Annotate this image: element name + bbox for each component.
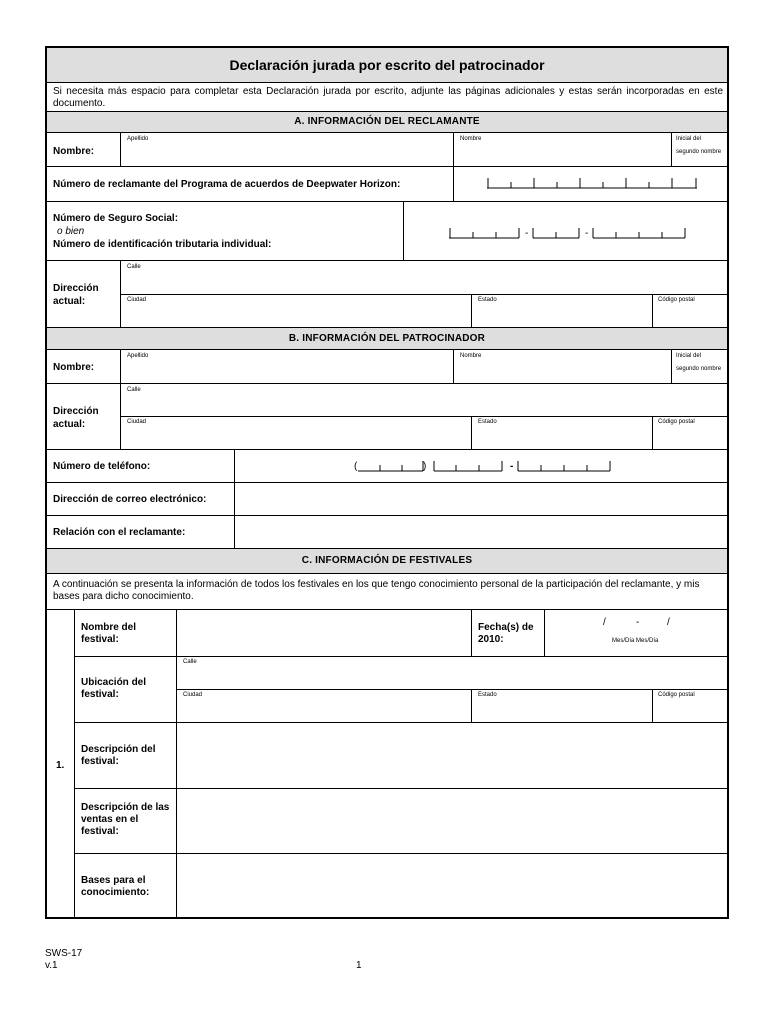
claimant-city-input[interactable] <box>123 305 473 327</box>
claimant-zip-input[interactable] <box>655 305 729 327</box>
festival-row-number: 1. <box>56 760 65 771</box>
claimant-name-label: Nombre: <box>53 146 95 157</box>
claimant-city-caption: Ciudad <box>127 297 147 303</box>
sponsor-name-label: Nombre: <box>53 362 95 373</box>
festival-name-label: Nombre del festival: <box>81 622 137 645</box>
sales-description-label: Descripción de las ventas en el festival: <box>81 802 170 837</box>
intro-text: Si necesita más espacio para completar esta Declaración jurada por escrito, adjunte las páginas adicionales y estas serán incorporadas en este documento. <box>53 86 723 109</box>
email-label: Dirección de correo electrónico: <box>53 494 207 505</box>
sponsor-address-label: actual: <box>53 419 86 430</box>
festival-dates-label: Fecha(s) de 2010: <box>478 622 534 645</box>
sponsor-street-caption: Calle <box>127 387 141 393</box>
festival-street-input[interactable] <box>179 667 727 689</box>
sponsor-affidavit-form: Declaración jurada por escrito del patrocinador Si necesita más espacio para completar esta Declaración jurada por escrito, adjunte las páginas adicionales y estas serán incorporadas en este documento. A. INFORMACIÓN DEL RECLAMANTE Nombre: Apellido Nombre Inicial del segundo nombre Número de reclamante del Programa de acuerdos de Deepwater Horizon: Número de Seguro Social: o bien Número de identificación tributaria individual: - - Dirección actual: Calle Ciudad Estado Código postal B. INFORMACIÓN DEL PATROCINADOR Nombre: Apellido Nombre Inicial del segundo nombre Dirección actual: Calle Ciudad Estado Código postal Número de teléfono: ( ) - Dirección de correo electrónico: Relación con el reclamante: C. INFORMACIÓN DE FESTIVALES A continuación se presenta la información de todos los festivales en los que tengo conocimiento personal de la participación del reclamante, y mis bases para dicho conocimiento. 1. Nombre del festival: Fecha(s) de 2010: / - / Mes/Día Mes/Día Ubicación del festival: Calle Ciudad Estado Código postal Descripción del festival: Descripción de las ventas en el festival: Bases para el conocimiento: <box>45 46 729 919</box>
phone-dash: - <box>510 461 514 472</box>
festival-state-input[interactable] <box>474 700 654 722</box>
form-id: SWS-17 <box>45 948 83 959</box>
festival-state-caption: Estado <box>478 692 497 698</box>
claimant-firstname-caption: Nombre <box>460 136 482 142</box>
claimant-lastname-input[interactable] <box>123 145 457 165</box>
relation-input[interactable] <box>237 518 727 548</box>
festival-description-label: Descripción del festival: <box>81 744 156 767</box>
festival-zip-caption: Código postal <box>658 692 695 698</box>
festival-intro: A continuación se presenta la información de todos los festivales en los que tengo conocimiento personal de la participación del reclamante, y mis bases para dicho conocimiento. <box>53 579 700 602</box>
form-version: v.1 <box>45 960 58 971</box>
basis-label: Bases para el conocimiento: <box>81 875 150 898</box>
claimant-address-label: actual: <box>53 296 86 307</box>
claimant-initial-caption: Inicial del <box>676 136 702 142</box>
sponsor-state-input[interactable] <box>474 427 654 449</box>
phone-label: Número de teléfono: <box>53 461 151 472</box>
sponsor-lastname-caption: Apellido <box>127 353 149 359</box>
claimant-street-caption: Calle <box>127 264 141 270</box>
sponsor-street-input[interactable] <box>123 395 727 417</box>
ssn-dash-2: - <box>585 228 589 239</box>
sponsor-state-caption: Estado <box>478 419 497 425</box>
claimant-lastname-caption: Apellido <box>127 136 149 142</box>
page-title: Declaración jurada por escrito del patrocinador <box>229 57 545 73</box>
sponsor-zip-caption: Código postal <box>658 419 695 425</box>
email-input[interactable] <box>237 485 727 515</box>
sponsor-firstname-input[interactable] <box>456 362 672 382</box>
section-a-title: A. INFORMACIÓN DEL RECLAMANTE <box>294 116 480 127</box>
phone-boxes[interactable] <box>358 459 614 473</box>
festival-city-input[interactable] <box>179 700 473 722</box>
section-c-title: C. INFORMACIÓN DE FESTIVALES <box>301 555 473 566</box>
page-number: 1 <box>356 960 362 971</box>
claimant-street-input[interactable] <box>123 272 727 294</box>
date-slash-2: / <box>667 617 670 628</box>
sponsor-middlename-caption: segundo nombre <box>676 366 722 372</box>
claimant-zip-caption: Código postal <box>658 297 695 303</box>
digit-dividers <box>488 178 696 188</box>
sponsor-lastname-input[interactable] <box>123 362 457 382</box>
festival-name-input[interactable] <box>179 613 471 655</box>
sales-description-input[interactable] <box>179 792 727 854</box>
claimant-firstname-input[interactable] <box>456 145 672 165</box>
or-text: o bien <box>57 226 85 237</box>
sponsor-city-caption: Ciudad <box>127 419 147 425</box>
sponsor-city-input[interactable] <box>123 427 473 449</box>
sponsor-zip-input[interactable] <box>655 427 729 449</box>
claimant-number-label: Número de reclamante del Programa de acuerdos de Deepwater Horizon: <box>53 179 401 190</box>
claimant-state-input[interactable] <box>474 305 654 327</box>
claimant-number-boxes[interactable] <box>487 176 699 190</box>
date-dash: - <box>636 617 640 628</box>
festival-description-input[interactable] <box>179 726 727 789</box>
basis-input[interactable] <box>179 857 727 919</box>
claimant-middlename-caption: segundo nombre <box>676 149 722 155</box>
festival-location-label: Ubicación del festival: <box>81 677 147 700</box>
section-b-title: B. INFORMACIÓN DEL PATROCINADOR <box>288 333 486 344</box>
sponsor-initial-caption: Inicial del <box>676 353 702 359</box>
date-slash-1: / <box>603 617 606 628</box>
claimant-address-label-line1: Dirección <box>53 283 99 294</box>
relation-label: Relación con el reclamante: <box>53 527 186 538</box>
festival-street-caption: Calle <box>183 659 197 665</box>
phone-paren-close: ) <box>423 461 427 472</box>
date-format-caption: Mes/Día Mes/Día <box>612 638 659 644</box>
ssn-dash-1: - <box>525 228 529 239</box>
festival-city-caption: Ciudad <box>183 692 203 698</box>
ssn-boxes[interactable] <box>449 226 689 240</box>
sponsor-firstname-caption: Nombre <box>460 353 482 359</box>
phone-paren-open: ( <box>354 461 358 472</box>
ssn-label: Número de Seguro Social: <box>53 213 179 224</box>
itin-label: Número de identificación tributaria individual: <box>53 239 272 250</box>
festival-zip-input[interactable] <box>655 700 729 722</box>
claimant-state-caption: Estado <box>478 297 497 303</box>
